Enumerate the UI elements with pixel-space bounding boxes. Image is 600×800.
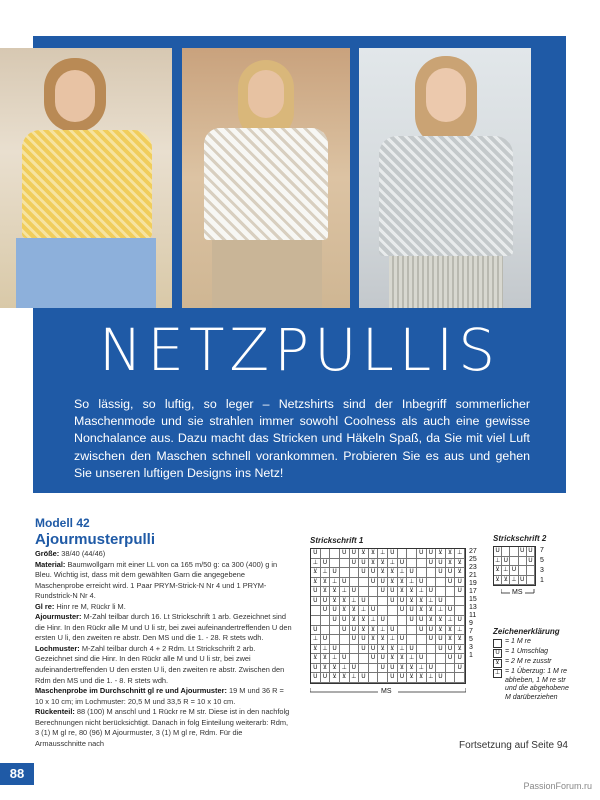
chart-cell (455, 673, 465, 683)
chart-cell: ⊻ (407, 664, 417, 674)
chart-cell: ⊻ (330, 587, 340, 597)
chart-cell: U (359, 673, 369, 683)
chart-cell: U (427, 664, 437, 674)
chart-cell (527, 566, 535, 576)
chart-cell: ⊥ (311, 635, 321, 645)
chart-cell (510, 547, 518, 557)
chart-cell (407, 549, 417, 559)
chart-cell: ⊻ (321, 654, 331, 664)
chart-cell: ⊻ (330, 673, 340, 683)
chart-cell: ⊥ (427, 597, 437, 607)
chart-row-number: 1 (469, 652, 473, 659)
chart-cell: ⊻ (340, 606, 350, 616)
chart-cell: ⊻ (494, 566, 502, 576)
legend-item-skpo: ⊥ = 1 Überzug: 1 M re abheben, 1 M re str und die abgehobene M darüberziehen (494, 668, 569, 701)
chart-cell: U (455, 587, 465, 597)
chart-cell: U (455, 616, 465, 626)
chart-cell: U (519, 547, 527, 557)
chart-cell: ⊥ (378, 626, 388, 636)
chart-cell: U (369, 645, 379, 655)
watermark: PassionForum.ru (523, 781, 592, 791)
chart-cell: ⊻ (398, 578, 408, 588)
chart-cell (407, 635, 417, 645)
chart2-ms-label: MS (512, 589, 523, 596)
legend-item-k2tog: ⊻ = 2 M re zusstr (493, 658, 573, 668)
chart-cell (436, 664, 446, 674)
chart-cell: U (388, 673, 398, 683)
chart-cell: U (330, 616, 340, 626)
chart-cell (455, 597, 465, 607)
chart-cell (417, 559, 427, 569)
chart-cell: U (359, 559, 369, 569)
chart-cell: U (311, 587, 321, 597)
photo-yellow-net-sweater (0, 48, 172, 308)
chart-cell: ⊻ (340, 597, 350, 607)
chart-cell (407, 559, 417, 569)
chart-cell: U (350, 559, 360, 569)
chart-cell (436, 587, 446, 597)
chart-cell (359, 664, 369, 674)
chart-cell (359, 578, 369, 588)
chart-cell (388, 606, 398, 616)
model-number: Modell 42 (35, 516, 90, 530)
chart-cell: ⊻ (407, 673, 417, 683)
chart-cell: U (340, 654, 350, 664)
chart-cell: U (359, 645, 369, 655)
chart-cell: U (378, 654, 388, 664)
chart-row-number: 1 (540, 577, 544, 584)
chart-cell: U (494, 547, 502, 557)
chart-cell: ⊥ (350, 597, 360, 607)
instruction-back: Rückenteil: 88 (100) M anschl und 1 Rückr re M str. Diese ist in den nachfolg Berechnungen nicht berücksichtigt. Danach in folg Einteilung weiterarb: Rdm, 3 (1) M gl re, 80 (96) M Ajourmuster, 3 (1) M gl re, Rdm. Für die Armausschnitte nach (35, 707, 290, 748)
chart-cell: U (369, 568, 379, 578)
chart-cell (340, 559, 350, 569)
instruction-ajour: Ajourmuster: M-Zahl teilbar durch 16. Lt Strickschrift 1 arb. Gezeichnet sind die Hinr. In den Rückr alle M und U li str, bei zwei aufeinandertreffenden U den ersten U li, den zweiten re abstr. Den MS und die 1. - 28. R stets wdh. (35, 612, 292, 643)
chart-cell (398, 616, 408, 626)
chart-cell: U (369, 654, 379, 664)
chart-cell: ⊥ (510, 576, 518, 586)
chart-row-number: 3 (540, 567, 544, 574)
chart1-ms-label: MS (381, 688, 392, 695)
chart-cell: ⊻ (446, 559, 456, 569)
page-number: 88 (0, 763, 34, 785)
chart-cell: U (321, 559, 331, 569)
chart-cell: U (407, 616, 417, 626)
chart-cell: ⊻ (427, 616, 437, 626)
chart-cell: U (340, 578, 350, 588)
chart-cell (378, 597, 388, 607)
chart-cell: ⊻ (502, 576, 510, 586)
knitting-chart-2 (493, 546, 536, 586)
chart-cell: U (455, 664, 465, 674)
chart-cell: U (527, 557, 535, 567)
chart-cell (311, 616, 321, 626)
chart-cell: ⊻ (398, 587, 408, 597)
chart-cell: U (321, 597, 331, 607)
chart-cell (510, 557, 518, 567)
chart-cell: ⊥ (427, 673, 437, 683)
chart-cell: ⊥ (311, 559, 321, 569)
chart-cell: ⊻ (407, 587, 417, 597)
chart-cell: ⊻ (417, 673, 427, 683)
chart-cell (519, 566, 527, 576)
chart-cell: ⊥ (388, 559, 398, 569)
chart-cell: ⊥ (455, 549, 465, 559)
chart-cell: U (417, 578, 427, 588)
chart-cell (417, 568, 427, 578)
chart-cell: ⊥ (340, 587, 350, 597)
chart-cell (527, 576, 535, 586)
legend-title: Zeichenerklärung (493, 627, 560, 636)
chart-cell (502, 547, 510, 557)
chart-cell: U (519, 576, 527, 586)
chart-cell: U (446, 568, 456, 578)
chart-cell: U (436, 635, 446, 645)
continuation-note: Fortsetzung auf Seite 94 (459, 740, 568, 751)
chart-row-number: 21 (469, 572, 477, 579)
chart-cell: U (378, 664, 388, 674)
chart-cell: ⊻ (398, 654, 408, 664)
chart-cell: U (350, 587, 360, 597)
chart-cell: ⊥ (398, 568, 408, 578)
chart-cell: U (330, 606, 340, 616)
chart-cell (350, 578, 360, 588)
chart-cell: U (388, 597, 398, 607)
chart-cell: U (436, 645, 446, 655)
chart-cell: U (388, 664, 398, 674)
chart-cell: U (407, 645, 417, 655)
chart-cell: U (369, 606, 379, 616)
chart-cell: U (446, 606, 456, 616)
chart-row-number: 11 (469, 612, 477, 619)
chart-row-number: 7 (540, 547, 544, 554)
chart-cell: ⊻ (369, 549, 379, 559)
chart-cell: U (311, 626, 321, 636)
chart-cell: ⊥ (398, 645, 408, 655)
chart-cell: ⊻ (417, 597, 427, 607)
chart-cell: ⊥ (340, 664, 350, 674)
chart-cell: U (311, 549, 321, 559)
chart-cell (321, 549, 331, 559)
chart-cell: U (369, 578, 379, 588)
chart-cell: ⊻ (436, 626, 446, 636)
chart-cell: ⊻ (446, 549, 456, 559)
chart-cell: ⊻ (321, 664, 331, 674)
chart-cell: U (398, 606, 408, 616)
chart-cell: ⊻ (330, 597, 340, 607)
chart-cell (340, 645, 350, 655)
chart-cell: U (330, 645, 340, 655)
chart-cell: U (311, 673, 321, 683)
chart-cell (330, 635, 340, 645)
chart-cell (427, 568, 437, 578)
chart-cell: ⊻ (311, 645, 321, 655)
chart-cell: ⊻ (369, 635, 379, 645)
chart-cell: U (321, 606, 331, 616)
chart-cell: ⊻ (388, 578, 398, 588)
chart-cell: ⊻ (311, 654, 321, 664)
chart-cell: U (321, 673, 331, 683)
instruction-stockinette: Gl re: Hinr re M, Rückr li M. (35, 601, 126, 611)
chart-cell: ⊻ (378, 645, 388, 655)
chart-cell: U (527, 547, 535, 557)
chart-cell: U (378, 578, 388, 588)
chart-cell (436, 578, 446, 588)
chart-cell (427, 654, 437, 664)
chart-cell (369, 673, 379, 683)
chart-cell: ⊻ (340, 673, 350, 683)
chart-cell: ⊥ (330, 654, 340, 664)
intro-text: So lässig, so luftig, so leger – Netzshirts sind der Inbegriff sommerlicher Maschenmode und sie strahlen immer sowohl Coolness als auch eine gewisse Nonchalance aus. Dazu macht das Stricken und Häkeln Spaß, da Sie mit viel Luft zwischen den Maschen schnell vorankommen. Probieren Sie es aus und gehen Sie unseren luftigen Designs ins Netz! (74, 397, 530, 480)
chart-cell (359, 587, 369, 597)
chart-cell (321, 626, 331, 636)
page-title: NETZPULLIS (98, 316, 501, 384)
pattern-heading: Ajourmusterpulli (35, 531, 156, 548)
chart-cell (417, 645, 427, 655)
chart-cell: ⊥ (494, 557, 502, 567)
chart-cell: U (350, 664, 360, 674)
chart-cell: ⊥ (417, 587, 427, 597)
chart-row-number: 17 (469, 588, 477, 595)
chart-row-number: 19 (469, 580, 477, 587)
chart-cell: U (378, 587, 388, 597)
chart-cell: U (359, 568, 369, 578)
chart-cell (378, 673, 388, 683)
chart-cell: U (378, 616, 388, 626)
chart-cell: ⊻ (436, 616, 446, 626)
knitting-chart-1 (310, 548, 466, 684)
chart-cell (519, 557, 527, 567)
chart-cell: U (446, 654, 456, 664)
chart-cell (369, 664, 379, 674)
chart-cell: U (350, 549, 360, 559)
chart1-row-numbers (469, 548, 477, 660)
chart-cell (455, 606, 465, 616)
chart-cell: U (446, 645, 456, 655)
chart-cell: U (436, 597, 446, 607)
chart-cell: ⊥ (502, 566, 510, 576)
chart-cell: ⊥ (436, 606, 446, 616)
chart-cell: U (436, 673, 446, 683)
chart-cell: ⊻ (446, 626, 456, 636)
chart-cell: U (388, 626, 398, 636)
chart-cell: U (321, 635, 331, 645)
legend-item-knit: = 1 M re (493, 638, 573, 648)
chart-cell: U (398, 635, 408, 645)
chart-cell: ⊻ (455, 645, 465, 655)
chart-cell: U (388, 549, 398, 559)
chart-cell: U (340, 549, 350, 559)
chart-cell: ⊥ (388, 635, 398, 645)
chart-cell (340, 568, 350, 578)
chart-cell: U (446, 578, 456, 588)
chart-row-number: 25 (469, 556, 477, 563)
chart-cell (388, 616, 398, 626)
chart2-row-numbers (540, 546, 544, 586)
chart-cell: U (407, 606, 417, 616)
instruction-gauge: Maschenprobe im Durchschnitt gl re und Ajourmuster: 19 M und 36 R = 10 x 10 cm; im Lochmuster: 20,5 M und 33,5 R = 10 x 10 cm. (35, 686, 284, 706)
chart-cell: ⊥ (417, 664, 427, 674)
chart-cell: ⊻ (417, 606, 427, 616)
chart-cell: ⊻ (455, 635, 465, 645)
chart-cell: ⊻ (350, 606, 360, 616)
chart-cell: ⊻ (455, 559, 465, 569)
chart-cell (350, 645, 360, 655)
chart-cell (330, 626, 340, 636)
chart-row-number: 9 (469, 620, 473, 627)
chart-cell: ⊥ (321, 568, 331, 578)
chart1-title: Strickschrift 1 (310, 536, 364, 545)
chart-row-number: 15 (469, 596, 477, 603)
chart-cell (378, 606, 388, 616)
chart-cell: U (398, 673, 408, 683)
chart-cell: ⊻ (321, 587, 331, 597)
chart-cell: U (417, 549, 427, 559)
chart-cell (436, 654, 446, 664)
chart-cell: ⊻ (311, 578, 321, 588)
chart-cell: ⊻ (446, 635, 456, 645)
chart-cell: U (388, 587, 398, 597)
chart-row-number: 3 (469, 644, 473, 651)
chart-cell: ⊻ (378, 559, 388, 569)
legend (493, 628, 573, 702)
chart-cell: ⊻ (427, 606, 437, 616)
chart-cell (330, 549, 340, 559)
chart-cell: ⊥ (455, 626, 465, 636)
chart-cell (321, 616, 331, 626)
chart-row-number: 7 (469, 628, 473, 635)
chart-cell: U (407, 568, 417, 578)
photo-grey-wrap-top (359, 48, 531, 308)
chart-cell (446, 673, 456, 683)
chart-cell (369, 597, 379, 607)
chart-cell: ⊻ (436, 549, 446, 559)
chart-cell (446, 597, 456, 607)
chart-cell: ⊻ (388, 568, 398, 578)
chart-cell: U (311, 597, 321, 607)
chart-cell: ⊻ (378, 568, 388, 578)
chart-cell: ⊻ (378, 635, 388, 645)
chart-cell: ⊥ (407, 578, 417, 588)
chart-cell: ⊥ (321, 645, 331, 655)
instruction-lace: Lochmuster: M-Zahl teilbar durch 4 + 2 Rdm. Lt Strickschrift 2 arb. Gezeichnet sind die Hinr. In den Rückr alle M und U li str, bei zwei aufeinandertreffenden U den ersten U li, den zweiten re abstr. Zwischen den Rdm den MS und die 1. - 8. R stets wdh. (35, 643, 285, 685)
chart-cell (407, 626, 417, 636)
chart-cell: U (330, 568, 340, 578)
chart-cell (350, 654, 360, 664)
chart-cell: ⊥ (350, 673, 360, 683)
chart-cell: U (510, 566, 518, 576)
legend-item-yarnover: U = 1 Umschlag (493, 648, 573, 658)
chart-cell: ⊻ (398, 664, 408, 674)
chart-cell (311, 606, 321, 616)
chart-cell (427, 578, 437, 588)
chart-cell (417, 635, 427, 645)
chart-cell: U (340, 626, 350, 636)
chart-cell: U (417, 616, 427, 626)
chart-cell: U (436, 568, 446, 578)
chart-cell: U (311, 664, 321, 674)
chart-cell: U (427, 635, 437, 645)
photo-white-net-shirt (182, 48, 350, 308)
chart-cell: ⊻ (388, 654, 398, 664)
chart-cell: ⊻ (321, 578, 331, 588)
chart-cell: ⊥ (378, 549, 388, 559)
chart-cell (340, 635, 350, 645)
chart-row-number: 5 (540, 557, 544, 564)
chart-cell: ⊻ (311, 568, 321, 578)
chart-cell: ⊻ (369, 626, 379, 636)
chart-cell (446, 587, 456, 597)
chart-row-number: 27 (469, 548, 477, 555)
chart-cell (427, 645, 437, 655)
chart-cell: ⊻ (369, 559, 379, 569)
chart-cell: ⊻ (455, 568, 465, 578)
chart-cell (350, 568, 360, 578)
chart-cell: ⊻ (388, 645, 398, 655)
chart-cell: ⊥ (359, 606, 369, 616)
chart-cell (330, 559, 340, 569)
chart2-title: Strickschrift 2 (493, 534, 547, 543)
chart-cell: U (417, 654, 427, 664)
instruction-material: Material: Baumwollgarn mit einer LL von ca 165 m/50 g: ca 300 (400) g in Bleu. Wichtig ist, dass mit dem gewählten Garn die angegebene Maschenprobe erreicht wird. 1 Paar PRYM-Strick-N Nr 4 und 1 PRYM-Rundstrick-N Nr 4. (35, 559, 278, 601)
chart-cell: ⊻ (359, 626, 369, 636)
chart-cell: U (455, 654, 465, 664)
chart-cell (446, 664, 456, 674)
instructions (35, 549, 293, 749)
chart-cell: U (427, 559, 437, 569)
chart-cell: U (359, 635, 369, 645)
chart-cell: U (502, 557, 510, 567)
chart-cell: U (455, 578, 465, 588)
chart-cell: ⊻ (350, 616, 360, 626)
chart-cell: U (350, 626, 360, 636)
chart-cell: U (359, 597, 369, 607)
chart-cell: ⊥ (369, 616, 379, 626)
chart-cell: ⊻ (407, 597, 417, 607)
chart-cell: U (436, 559, 446, 569)
chart-row-number: 5 (469, 636, 473, 643)
chart-row-number: 23 (469, 564, 477, 571)
chart-cell: U (417, 626, 427, 636)
chart-cell (359, 654, 369, 664)
chart-cell: ⊥ (446, 616, 456, 626)
chart-cell: U (427, 587, 437, 597)
chart-cell: U (350, 635, 360, 645)
chart-cell: U (398, 559, 408, 569)
chart-cell (398, 549, 408, 559)
chart-cell: ⊥ (330, 578, 340, 588)
chart-cell: ⊥ (407, 654, 417, 664)
chart-cell: U (427, 626, 437, 636)
chart-cell (369, 587, 379, 597)
chart-row-number: 13 (469, 604, 477, 611)
chart-cell (398, 626, 408, 636)
chart-cell: U (340, 616, 350, 626)
chart-cell: ⊻ (494, 576, 502, 586)
instruction-size: Größe: 38/40 (44/46) (35, 549, 106, 558)
chart-cell: ⊻ (359, 616, 369, 626)
chart-cell: ⊻ (330, 664, 340, 674)
chart-cell: U (427, 549, 437, 559)
chart-cell: ⊻ (359, 549, 369, 559)
chart-cell: U (398, 597, 408, 607)
